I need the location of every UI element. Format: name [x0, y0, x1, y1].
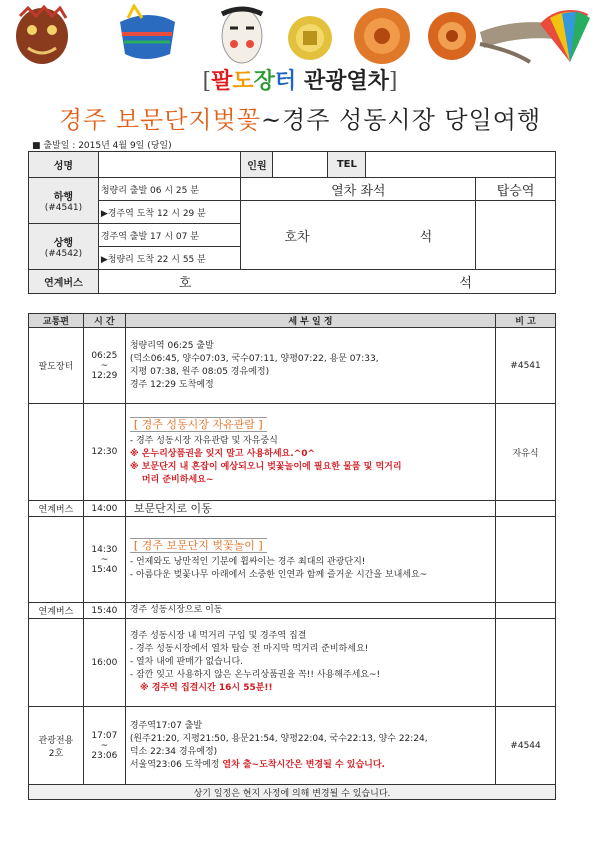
detail-line: 청량리역 06:25 출발	[129, 340, 214, 351]
time-sep: ~	[100, 554, 109, 565]
detail-warning: ※ 경주역 집결시간 16시 55분!!	[139, 683, 273, 693]
detail-line: 덕소 22:34 경유예정)	[129, 746, 218, 757]
detail-line: 지평 07:38, 원주 08:05 경유예정)	[129, 366, 270, 377]
time-sep: ~	[100, 740, 109, 751]
detail-cell: 경주 성동시장으로 이동	[125, 603, 495, 619]
footer-note: 상기 일정은 현지 사정에 의해 변경될 수 있습니다.	[29, 785, 556, 800]
brand-rest: 관광열차	[296, 68, 389, 94]
subtitle-rest: ~경주 성동시장 당일여행	[260, 106, 542, 134]
coin-icon	[288, 16, 332, 60]
note-cell	[496, 501, 556, 517]
schedule-table	[28, 313, 556, 800]
transport-cell: 연계버스	[29, 501, 84, 517]
brand-char-3: 장	[253, 68, 275, 94]
flower-icon-2	[428, 12, 476, 60]
bracket-open: [	[202, 69, 212, 94]
detail-cell	[125, 328, 495, 404]
transport-cell	[29, 404, 84, 501]
detail-line: 경주 12:29 도착예정	[129, 379, 214, 390]
detail-line: - 열차 내에 판매가 없습니다.	[129, 657, 244, 667]
flower-icon	[354, 8, 410, 64]
down-train-number: (#4541)	[44, 203, 83, 213]
detail-line: - 경주 성동시장 자유관람 및 자유중식	[129, 436, 278, 446]
detail-line: (덕소06:45, 양수07:03, 국수07:11, 양평07:22, 용문 07:33,	[129, 353, 379, 364]
table-footer	[29, 785, 556, 800]
tel-value[interactable]	[366, 152, 556, 178]
pouch-icon	[120, 6, 175, 59]
up-arrival: ▶청량리 도착 22 시 55 분	[98, 247, 241, 270]
detail-warning: 머리 준비하세요~	[141, 475, 214, 485]
detail-cell	[125, 404, 495, 501]
booking-info-table	[28, 151, 556, 294]
time-start: 06:25	[91, 350, 118, 361]
people-value[interactable]	[273, 152, 328, 178]
transport-line: 관광전용	[38, 735, 74, 746]
table-row	[29, 328, 556, 404]
page-subtitle	[0, 100, 600, 135]
table-row	[29, 404, 556, 501]
time-cell	[83, 517, 125, 603]
transport-cell	[29, 619, 84, 707]
up-train-cell	[29, 224, 99, 270]
time-start: 14:30	[91, 544, 118, 555]
table-row	[29, 707, 556, 785]
up-departure: 경주역 출발 17 시 07 분	[98, 224, 241, 247]
time-cell: 15:40	[83, 603, 125, 619]
section-title: [ 경주 성동시장 자유관람 ]	[130, 417, 267, 432]
brand-char-4: 터	[274, 68, 297, 94]
down-arrival: ▶경주역 도착 12 시 29 분	[98, 201, 241, 224]
table-row	[29, 603, 556, 619]
detail-line: - 언제와도 낭만적인 기분에 휩싸이는 경주 최대의 관광단지!	[129, 556, 366, 567]
transport-cell: 연계버스	[29, 603, 84, 619]
mask-icon	[16, 7, 68, 64]
detail-line: (원주21:20, 지평21:50, 용문21:54, 양평22:04, 국수22:13, 양수 22:24,	[129, 733, 428, 744]
down-train-cell	[29, 178, 99, 224]
time-end: 12:29	[91, 370, 118, 381]
bus-cell[interactable]	[98, 270, 555, 294]
table-row	[29, 619, 556, 707]
seat-label: 석	[419, 229, 433, 245]
subtitle-main: 경주 보문단지벚꽃	[58, 106, 261, 134]
hahoe-mask-icon	[222, 9, 262, 63]
arrival-text: 서울역23:06 도착예정	[129, 759, 223, 770]
down-departure: 청량리 출발 06 시 25 분	[98, 178, 241, 201]
time-cell: 14:00	[83, 501, 125, 517]
note-cell	[496, 603, 556, 619]
detail-line: - 아름다운 벚꽃나무 아래에서 소중한 인연과 함께 즐거운 시간을 보내세요~	[129, 569, 428, 580]
time-cell	[83, 707, 125, 785]
bracket-close: ]	[388, 69, 398, 94]
detail-cell	[125, 707, 495, 785]
tel-label: TEL	[328, 152, 366, 178]
header-note: 비 고	[496, 314, 556, 328]
note-cell	[496, 619, 556, 707]
name-label: 성명	[29, 152, 99, 178]
down-train-label: 하행	[53, 192, 74, 203]
section-title: [ 경주 보문단지 벚꽃놀이 ]	[130, 538, 267, 553]
detail-line: - 잠깐 잊고 사용하지 않은 온누리상품권을 꼭!! 사용해주세요~!	[129, 670, 381, 680]
detail-warning: 열차 출~도착시간은 변경될 수 있습니다.	[222, 759, 385, 770]
brand-char-2: 도	[232, 68, 254, 94]
note-cell: #4541	[496, 328, 556, 404]
header-transport: 교통편	[29, 314, 84, 328]
detail-line: 경주 성동시장 내 먹거리 구입 및 경주역 집결	[129, 631, 307, 641]
detail-cell	[125, 517, 495, 603]
note-cell: #4544	[496, 707, 556, 785]
banner-svg	[10, 4, 590, 66]
boarding-station-value[interactable]	[476, 201, 556, 270]
bus-ho-label: 호	[178, 276, 192, 291]
note-cell	[496, 517, 556, 603]
car-label: 호차	[284, 229, 310, 245]
time-sep: ~	[100, 360, 109, 371]
transport-cell	[29, 517, 84, 603]
seat-cell[interactable]	[241, 201, 476, 270]
boarding-header: 탑승역	[476, 178, 556, 201]
time-cell: 16:00	[83, 619, 125, 707]
departure-date: ■ 출발일 : 2015년 4월 9일 (당일)	[32, 141, 172, 151]
transport-cell: 팔도장터	[29, 328, 84, 404]
bus-seat-label: 석	[459, 276, 472, 291]
time-end: 23:06	[91, 750, 118, 761]
time-start: 17:07	[91, 730, 118, 741]
up-train-label: 상행	[53, 238, 74, 249]
detail-line	[130, 759, 491, 772]
time-end: 15:40	[91, 564, 118, 575]
seat-header: 열차 좌석	[241, 178, 476, 201]
people-label: 인원	[241, 152, 273, 178]
name-value[interactable]	[98, 152, 241, 178]
banner-images	[10, 4, 590, 66]
detail-cell	[125, 619, 495, 707]
detail-line: - 경주 성동시장에서 열차 탑승 전 마지막 먹거리 준비하세요!	[129, 644, 369, 654]
bus-label: 연계버스	[29, 270, 99, 294]
detail-warning: ※ 보문단지 내 혼잡이 예상되오니 벚꽃놀이에 필요한 물품 및 먹거리	[129, 462, 402, 472]
note-cell: 자유식	[496, 404, 556, 501]
transport-line: 2호	[48, 748, 64, 759]
time-cell: 12:30	[83, 404, 125, 501]
header-detail: 세 부 일 정	[125, 314, 495, 328]
header-time: 시 간	[83, 314, 125, 328]
brand-char-1: 팔	[211, 68, 233, 94]
detail-cell: 보문단지로 이동	[125, 501, 495, 517]
detail-warning: ※ 온누리상품권을 잊지 말고 사용하세요.^0^	[129, 449, 315, 459]
detail-line: 경주역17:07 출발	[129, 720, 203, 731]
time-cell	[83, 328, 125, 404]
page-title	[0, 64, 600, 95]
transport-cell	[29, 707, 84, 785]
table-row	[29, 517, 556, 603]
up-train-number: (#4542)	[44, 249, 83, 259]
table-row	[29, 501, 556, 517]
